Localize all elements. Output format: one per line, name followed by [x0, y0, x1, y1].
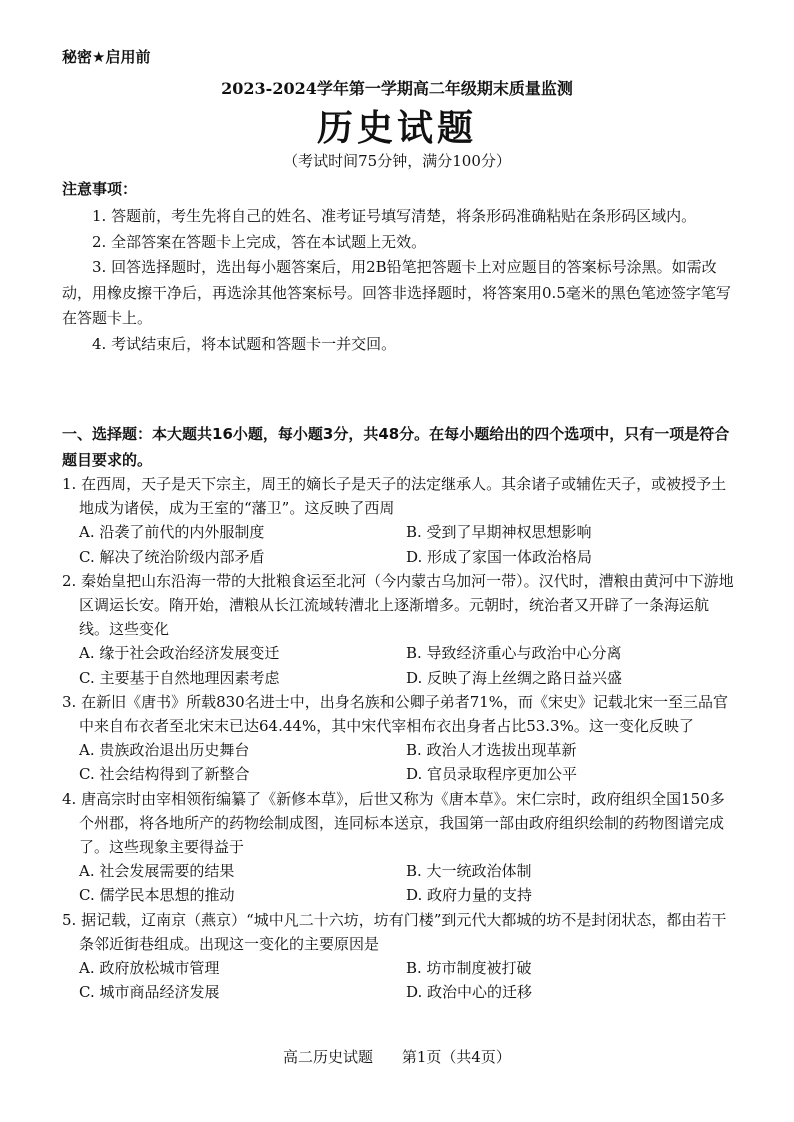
option-list: [62, 956, 734, 1004]
option-c: C. 社会结构得到了新整合: [79, 765, 250, 784]
exam-name: 2023-2024学年第一学期高二年级期末质量监测: [221, 79, 573, 98]
option-d: D. 反映了海上丝绸之路日益兴盛: [406, 668, 623, 687]
option-d: D. 形成了家国一体政治格局: [406, 547, 593, 566]
confidential-label: 秘密★启用前: [62, 48, 151, 66]
question-3: [62, 690, 734, 787]
option-c: C. 解决了统治阶级内部矛盾: [79, 547, 265, 566]
question-list: [62, 472, 734, 1004]
question-1: [62, 472, 734, 569]
question-2: [62, 569, 734, 690]
notice-item: 3. 回答选择题时，选出每小题答案后，用2B铅笔把答题卡上对应题目的答案标号涂黑。如需改动，用橡皮擦干净后，再选涂其他答案标号。回答非选择题时，将答案用0.5毫米的黑色笔迹签字笔写在答题卡上。: [62, 258, 731, 328]
notice-item: 1. 答题前，考生先将自己的姓名、准考证号填写清楚，将条形码准确粘贴在条形码区域内。: [92, 207, 697, 225]
notice-item: 2. 全部答案在答题卡上完成，答在本试题上无效。: [92, 232, 427, 251]
exam-time-info: （考试时间75分钟，满分100分）: [283, 152, 511, 170]
option-b: B. 政治人才选拔出现革新: [406, 741, 577, 760]
option-a: A. 社会发展需要的结果: [79, 862, 235, 881]
option-list: [62, 859, 734, 907]
option-c: C. 城市商品经济发展: [79, 983, 220, 1002]
option-list: [62, 641, 734, 689]
section-heading: 一、选择题：本大题共16小题，每小题3分，共48分。在每小题给出的四个选项中，只有一项是符合题目要求的。: [62, 425, 730, 469]
page-footer: [0, 1046, 794, 1067]
option-list: [62, 520, 734, 568]
option-b: B. 大一统政治体制: [406, 862, 532, 881]
question-stem: 4. 唐高宗时由宰相领衔编纂了《新修本草》，后世又称为《唐本草》。宋仁宗时，政府组织全国150多个州郡，将各地所产的药物绘制成图，连同标本送京，我国第一部由政府组织绘制的药物图谱完成了。这些现象主要得益于: [62, 789, 725, 857]
option-list: [62, 738, 734, 786]
footer-subject: 高二历史试题: [283, 1048, 374, 1066]
notice-heading: 注意事项：: [62, 180, 138, 198]
question-stem: 2. 秦始皇把山东沿海一带的大批粮食运至北河（今内蒙古乌加河一带）。汉代时，漕粮由黄河中下游地区调运长安。隋开始，漕粮从长江流域转漕北上逐渐增多。元朝时，统治者又开辟了一条海运航线。这些变化: [62, 571, 734, 639]
question-stem: 3. 在新旧《唐书》所载830名进士中，出身名族和公卿子弟者71%，而《宋史》记载北宋一至三品官中来自布衣者至北宋末已达64.44%，其中宋代宰相布衣出身者占比53.3%。这一变化反映了: [62, 692, 729, 736]
question-stem: 5. 据记载，辽南京（燕京）“城中凡二十六坊，坊有门楼”到元代大都城的坊不是封闭状态，都由若干条邻近街巷组成。出现这一变化的主要原因是: [62, 910, 727, 953]
option-b: B. 坊市制度被打破: [406, 959, 532, 978]
notice-list: [62, 204, 732, 358]
option-a: A. 政府放松城市管理: [79, 959, 220, 978]
option-d: D. 政治中心的迁移: [406, 983, 533, 1002]
option-b: B. 受到了早期神权思想影响: [406, 523, 592, 542]
question-4: [62, 787, 734, 908]
notice-item: 4. 考试结束后，将本试题和答题卡一并交回。: [92, 334, 397, 353]
option-c: C. 主要基于自然地理因素考虑: [79, 668, 280, 687]
option-a: A. 沿袭了前代的内外服制度: [79, 523, 265, 542]
option-d: D. 政府力量的支持: [406, 886, 533, 905]
option-a: A. 缘于社会政治经济发展变迁: [79, 644, 280, 663]
page-title: 历史试题: [316, 107, 477, 149]
option-c: C. 儒学民本思想的推动: [79, 886, 235, 905]
option-b: B. 导致经济重心与政治中心分离: [406, 644, 622, 663]
page-number: 第1页（共4页）: [401, 1048, 511, 1066]
question-stem: 1. 在西周，天子是天下宗主，周王的嫡长子是天子的法定继承人。其余诸子或辅佐天子，或被授予土地成为诸侯，成为王室的“藩卫”。这反映了西周: [62, 475, 727, 518]
option-d: D. 官员录取程序更加公平: [406, 765, 578, 784]
option-a: A. 贵族政治退出历史舞台: [79, 741, 250, 760]
question-5: [62, 908, 734, 1005]
